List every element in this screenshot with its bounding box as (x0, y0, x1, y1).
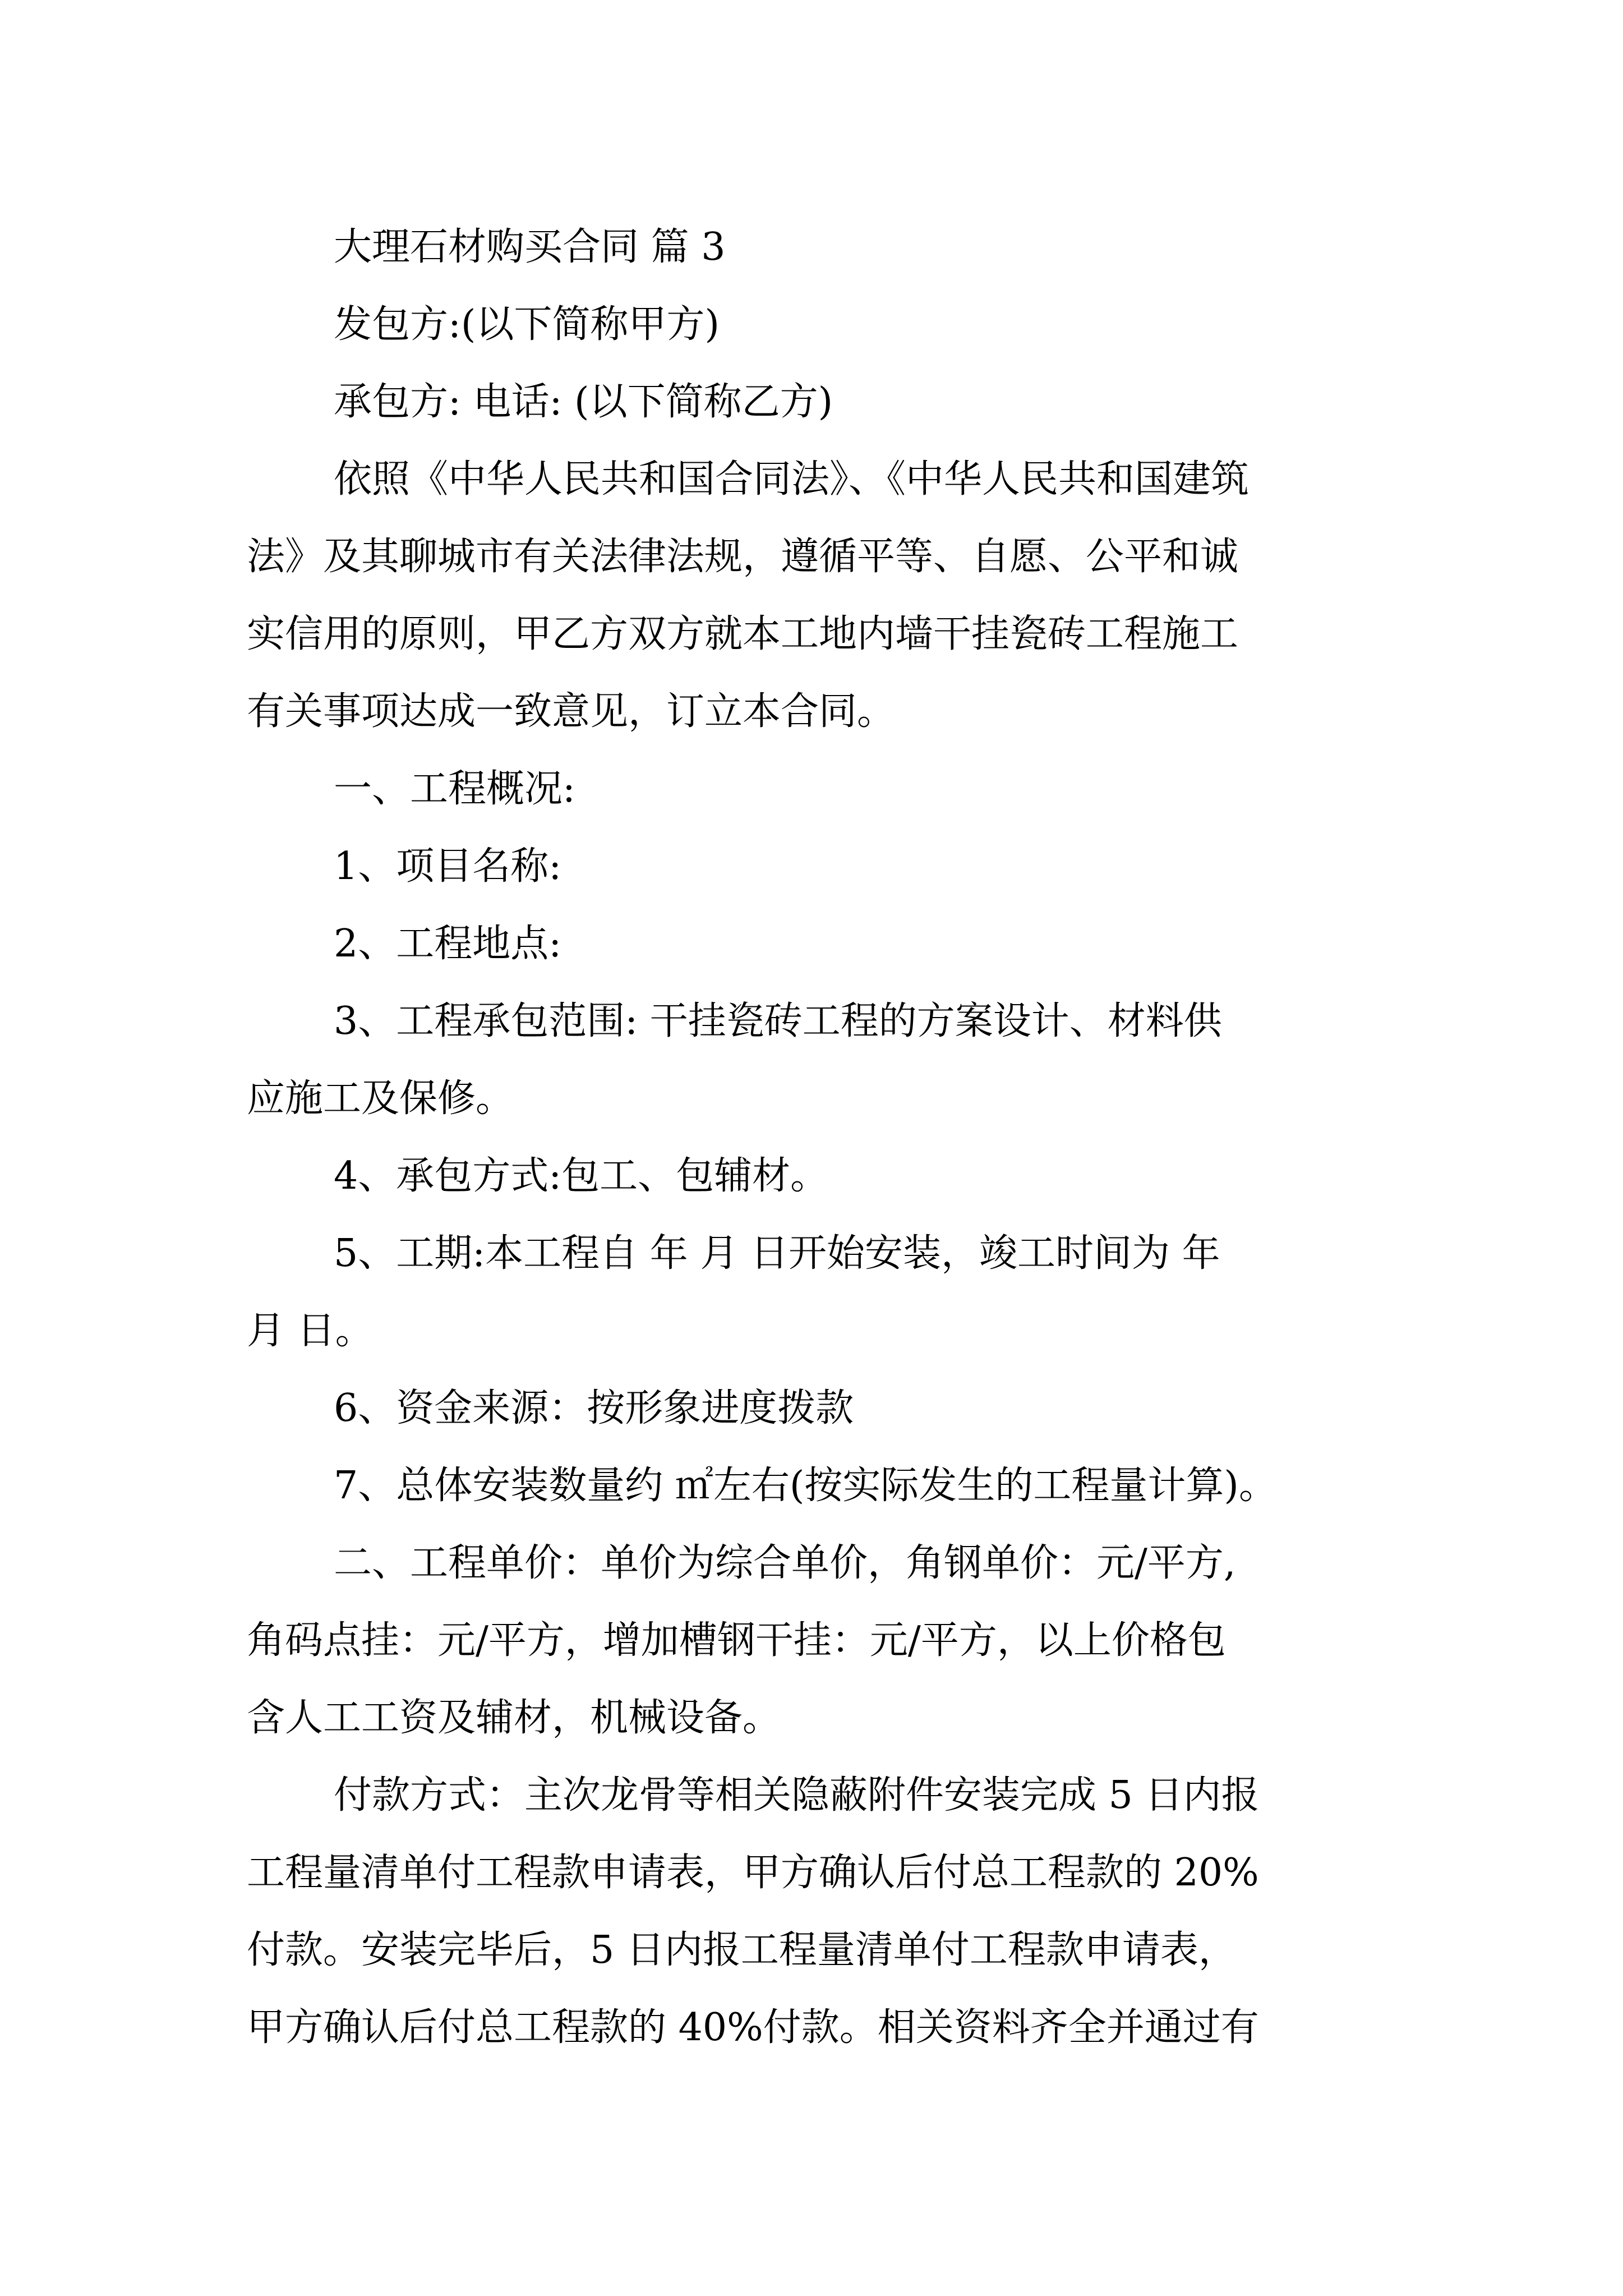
payment-line-1: 付款方式：主次龙骨等相关隐蔽附件安装完成 5 日内报 (334, 1773, 1260, 1818)
party-b-line: 承包方: 电话: (以下简称乙方) (334, 380, 833, 424)
payment-line-3: 付款。安装完毕后，5 日内报工程量清单付工程款申请表， (247, 1928, 1237, 1972)
clause-schedule-line-2: 月 日。 (247, 1309, 374, 1353)
clause-project-location: 2、工程地点: (334, 922, 562, 966)
clause-schedule-line-1: 5、工期:本工程自 年 月 日开始安装，竣工时间为 年 (334, 1231, 1220, 1276)
document-body (247, 209, 1391, 2067)
clause-project-name: 1、项目名称: (334, 844, 562, 889)
section-heading-overview: 一、工程概况: (334, 767, 575, 811)
party-a-line: 发包方:(以下简称甲方) (334, 302, 720, 347)
clause-funding: 6、资金来源：按形象进度拨款 (334, 1386, 854, 1430)
payment-line-2: 工程量清单付工程款申请表，甲方确认后付总工程款的 20% (247, 1851, 1259, 1895)
clause-scope-line-2: 应施工及保修。 (247, 1076, 514, 1121)
preamble-line-4: 有关事项达成一致意见，订立本合同。 (247, 689, 896, 734)
unit-price-line-3: 含人工工资及辅材，机械设备。 (247, 1696, 781, 1740)
clause-contract-method: 4、承包方式:包工、包辅材。 (334, 1154, 829, 1198)
payment-line-4: 甲方确认后付总工程款的 40%付款。相关资料齐全并通过有 (247, 2005, 1259, 2050)
clause-scope-line-1: 3、工程承包范围: 干挂瓷砖工程的方案设计、材料供 (334, 999, 1222, 1043)
preamble-line-2: 法》及其聊城市有关法律法规，遵循平等、自愿、公平和诚 (247, 535, 1239, 579)
preamble-line-3: 实信用的原则，甲乙方双方就本工地内墙干挂瓷砖工程施工 (247, 612, 1239, 656)
clause-quantity: 7、总体安装数量约 ㎡左右(按实际发生的工程量计算)。 (334, 1464, 1277, 1508)
document-title: 大理石材购买合同 篇 3 (334, 225, 726, 269)
preamble-line-1: 依照《中华人民共和国合同法》、《中华人民共和国建筑 (334, 457, 1249, 501)
unit-price-line-2: 角码点挂：元/平方，增加槽钢干挂：元/平方，以上价格包 (247, 1618, 1226, 1663)
section-heading-unit-price: 二、工程单价：单价为综合单价，角钢单价：元/平方, (334, 1541, 1236, 1585)
